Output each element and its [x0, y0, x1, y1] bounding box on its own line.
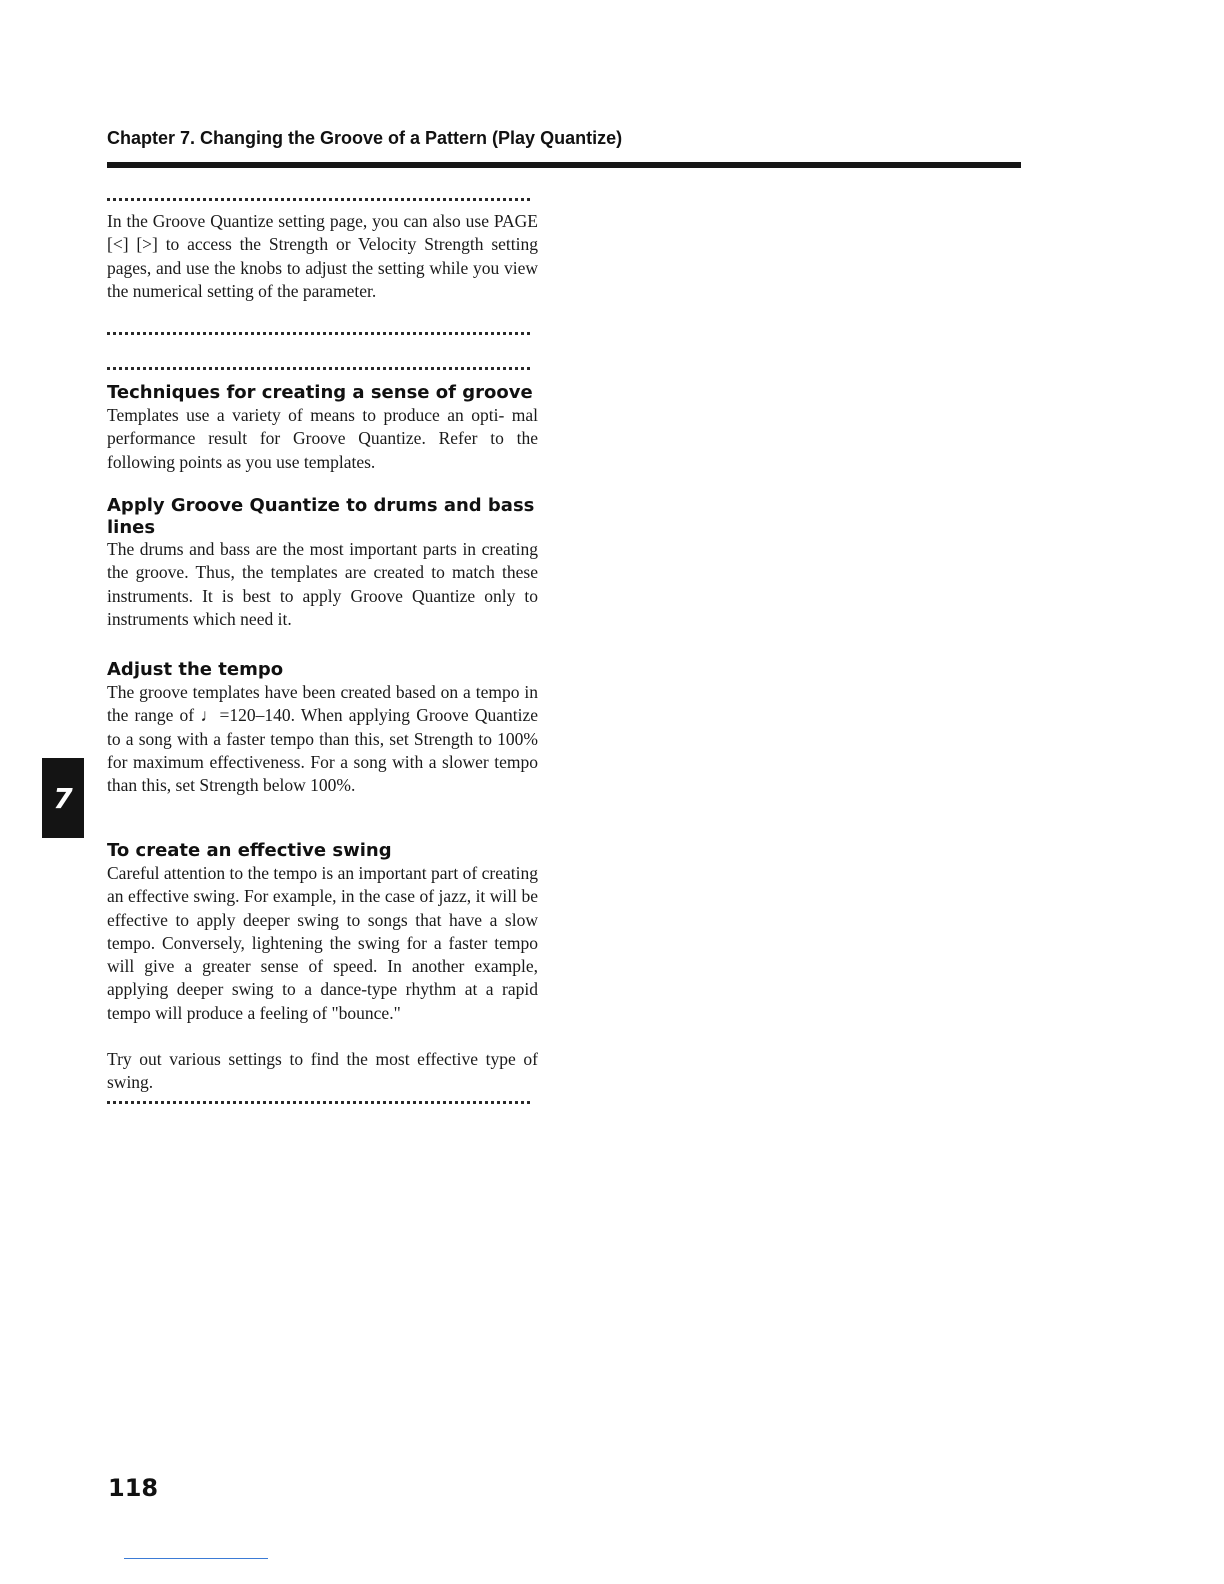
note-box-text: In the Groove Quantize setting page, you can also use PAGE [<] [>] to access the Strength or Velocity Strength setting pages, and use the knobs to adjust the setting while you view the numerical setting of the parameter.: [107, 211, 538, 301]
chapter-side-tab: 7: [42, 758, 84, 838]
chapter-title: Chapter 7. Changing the Groove of a Pattern (Play Quantize): [107, 128, 623, 148]
section-heading-techniques: Techniques for creating a sense of groove: [107, 382, 533, 403]
section-heading-swing: To create an effective swing: [107, 840, 392, 861]
header-rule: [107, 162, 1021, 168]
section-body-techniques: Templates use a variety of means to produce an opti- mal performance result for Groove Quantize. Refer to the following points as you use templates.: [107, 405, 538, 472]
section-body-swing-tip: Try out various settings to find the most effective type of swing.: [107, 1049, 538, 1093]
note-box-top-divider: [107, 198, 530, 201]
footer-rule: [124, 1558, 268, 1559]
section-heading-drums-bass: Apply Groove Quantize to drums and bass lines: [107, 495, 535, 538]
tips-box-top-divider: [107, 367, 530, 370]
section-body-swing: Careful attention to the tempo is an important part of creating an effective swing. For example, in the case of jazz, it will be effective to apply deeper swing to songs that have a slow tempo. Conversely, lightening the swing for a faster tempo will give a greater sense of speed. In another example, applying deeper swing to a dance-type rhythm at a rapid tempo will produce a feeling of "bounce.": [107, 863, 538, 1023]
section-body-drums-bass: The drums and bass are the most important parts in creating the groove. Thus, the templates are created to match these instruments. It is best to apply Groove Quantize only to instruments which need it.: [107, 539, 538, 629]
page-number: 118: [108, 1474, 159, 1502]
section-body-tempo: The groove templates have been created based on a tempo in the range of ♩=120–140. When applying Groove Quantize to a song with a faster tempo than this, set Strength to 100% for maximum effectiveness. For a song with a slower tempo than this, set Strength below 100%.: [107, 682, 538, 796]
note-box-bottom-divider: [107, 332, 530, 335]
section-heading-tempo: Adjust the tempo: [107, 659, 284, 680]
tips-box-bottom-divider: [107, 1101, 530, 1104]
